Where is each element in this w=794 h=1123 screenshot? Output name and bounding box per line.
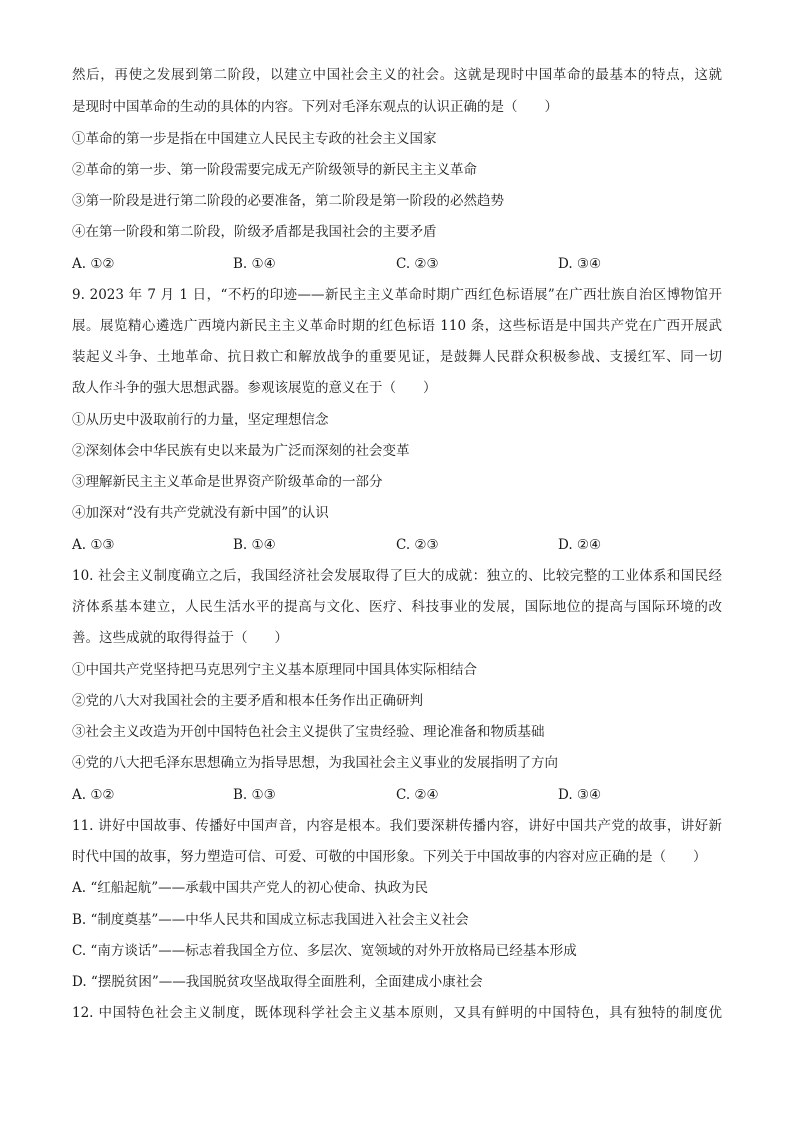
q11-option-b[interactable]: B. “制度奠基”——中华人民共和国成立标志我国进入社会主义社会 [72, 912, 469, 928]
q8-option-b[interactable]: B. ①④ [233, 256, 276, 272]
q9-option-d[interactable]: D. ②④ [558, 537, 602, 553]
q8-statement-1: ①革命的第一步是指在中国建立人民民主专政的社会主义国家 [72, 131, 437, 147]
q9-option-b[interactable]: B. ①④ [233, 537, 276, 553]
q10-option-b[interactable]: B. ①③ [233, 787, 276, 803]
q9-options [72, 536, 722, 554]
q10-statement-3: ③社会主义改造为开创中国特色社会主义提供了宝贵经验、理论准备和物质基础 [72, 724, 545, 740]
q9-option-a[interactable]: A. ①③ [72, 537, 115, 553]
q10-stem-line-3: 善。这些成就的取得得益于（ ） [72, 630, 288, 646]
q9-stem-line-1: 9. 2023 年 7 月 1 日，“不朽的印迹——新民主主义革命时期广西红色标语展”在广西壮族自治区博物馆开 [72, 287, 722, 303]
q8-statement-3: ③第一阶段是进行第二阶段的必要准备，第二阶段是第一阶段的必然趋势 [72, 193, 504, 209]
q10-statement-4: ④党的八大把毛泽东思想确立为指导思想，为我国社会主义事业的发展指明了方向 [72, 755, 558, 771]
q8-stem-line-1: 然后，再使之发展到第二阶段，以建立中国社会主义的社会。这就是现时中国革命的最基本的特点，这就 [72, 67, 722, 83]
q9-stem-line-2: 展。展览精心遴选广西境内新民主主义革命时期的红色标语 110 条，这些标语是中国共产党在广西开展武 [72, 318, 722, 334]
q10-statement-1: ①中国共产党坚持把马克思列宁主义基本原理同中国具体实际相结合 [72, 662, 477, 678]
q11-stem-line-2: 时代中国的故事，努力塑造可信、可爱、可敬的中国形象。下列关于中国故事的内容对应正确的是（ ） [72, 849, 707, 865]
q9-stem-line-3: 装起义斗争、土地革命、抗日救亡和解放战争的重要见证，是鼓舞人民群众积极参战、支援红军、同一切 [72, 349, 722, 365]
q10-option-c[interactable]: C. ②④ [396, 787, 439, 803]
q8-option-a[interactable]: A. ①② [72, 256, 115, 272]
q8-option-d[interactable]: D. ③④ [558, 256, 602, 272]
q11-option-d[interactable]: D. “摆脱贫困”——我国脱贫攻坚战取得全面胜利，全面建成小康社会 [72, 974, 483, 990]
q8-options [72, 255, 722, 273]
q9-option-c[interactable]: C. ②③ [396, 537, 439, 553]
q11-option-a[interactable]: A. “红船起航”——承载中国共产党人的初心使命、执政为民 [72, 880, 429, 896]
q12-stem-line-1: 12. 中国特色社会主义制度，既体现科学社会主义基本原则，又具有鲜明的中国特色，具有独特的制度优 [72, 1005, 722, 1021]
q9-statement-4: ④加深对“没有共产党就没有新中国”的认识 [72, 505, 329, 521]
q10-stem-line-1: 10. 社会主义制度确立之后，我国经济社会发展取得了巨大的成就：独立的、比较完整的工业体系和国民经 [72, 568, 722, 584]
q8-option-c[interactable]: C. ②③ [396, 256, 439, 272]
q8-statement-4: ④在第一阶段和第二阶段，阶级矛盾都是我国社会的主要矛盾 [72, 224, 437, 240]
q11-stem-line-1: 11. 讲好中国故事、传播好中国声音，内容是根本。我们要深耕传播内容，讲好中国共产党的故事，讲好新 [72, 818, 722, 834]
q10-statement-2: ②党的八大对我国社会的主要矛盾和根本任务作出正确研判 [72, 693, 423, 709]
q8-statement-2: ②革命的第一步、第一阶段需要完成无产阶级领导的新民主主义革命 [72, 162, 477, 178]
q10-option-a[interactable]: A. ①② [72, 787, 115, 803]
q10-option-d[interactable]: D. ③④ [558, 787, 602, 803]
q11-option-c[interactable]: C. “南方谈话”——标志着我国全方位、多层次、宽领域的对外开放格局已经基本形成 [72, 943, 577, 959]
q9-stem-line-4: 敌人作斗争的强大思想武器。参观该展览的意义在于（ ） [72, 380, 437, 396]
q10-stem-line-2: 济体系基本建立，人民生活水平的提高与文化、医疗、科技事业的发展，国际地位的提高与国际环境的改 [72, 599, 722, 615]
q8-stem-line-2: 是现时中国革命的生动的具体的内容。下列对毛泽东观点的认识正确的是（ ） [72, 99, 558, 115]
q10-options [72, 786, 722, 804]
q9-statement-3: ③理解新民主主义革命是世界资产阶级革命的一部分 [72, 474, 383, 490]
q9-statement-1: ①从历史中汲取前行的力量，坚定理想信念 [72, 412, 329, 428]
q9-statement-2: ②深刻体会中华民族有史以来最为广泛而深刻的社会变革 [72, 443, 410, 459]
